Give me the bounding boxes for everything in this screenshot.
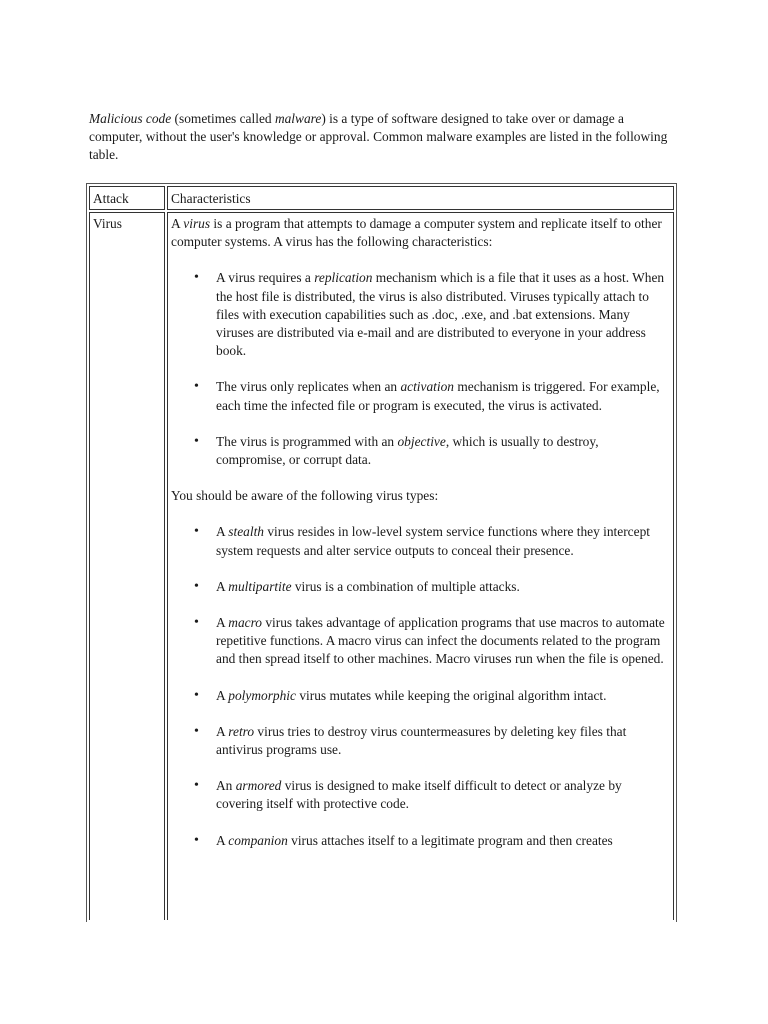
list-item [171, 614, 670, 669]
item-term: multipartite [228, 578, 292, 594]
item-text-pre: A [216, 687, 229, 703]
item-term: replication [314, 270, 373, 286]
item-term: polymorphic [228, 687, 296, 703]
item-text-post: mechanism is triggered. For example, each time the infected file or program is executed, the virus is activated. [216, 379, 660, 413]
cell-attack-virus: Virus [89, 212, 165, 920]
table-header-row [89, 186, 674, 210]
table-row-virus [89, 212, 674, 920]
list-item [171, 832, 670, 850]
intro-term: Malicious code [89, 111, 172, 126]
virus-types-list [171, 523, 670, 849]
item-text-post: , which is usually to destroy, compromise, or corrupt data. [216, 433, 599, 468]
list-item [171, 687, 670, 705]
list-item [171, 269, 670, 360]
list-item [171, 723, 670, 759]
item-text-post: virus attaches itself to a legitimate program and then creates [287, 832, 613, 848]
intro-paragraph [89, 110, 679, 165]
item-text-pre: The virus only replicates when an [216, 379, 401, 395]
virus-lead-term: virus [183, 216, 211, 231]
item-text-post: virus mutates while keeping the original algorithm intact. [295, 687, 607, 703]
item-text-post: virus is designed to make itself difficult to detect or analyze by covering itself with protective code. [216, 778, 622, 812]
item-text-pre: A [216, 723, 229, 739]
types-intro: You should be aware of the following virus types: [171, 488, 439, 504]
header-characteristics: Characteristics [167, 186, 674, 210]
characteristics-list [171, 269, 670, 469]
item-text-pre: The virus is programmed with an [216, 433, 398, 449]
list-item [171, 433, 670, 469]
item-term: retro [228, 723, 255, 739]
item-term: objective [397, 433, 446, 449]
virus-lead-paragraph [171, 215, 670, 251]
item-text-pre: A [216, 615, 229, 631]
virus-lead-a: A [171, 216, 184, 231]
item-term: macro [228, 615, 262, 631]
list-item [171, 523, 670, 559]
characteristics-content [171, 215, 670, 908]
item-term: companion [228, 832, 288, 848]
item-text-post: virus is a combination of multiple attacks. [291, 578, 520, 594]
intro-text-a: (sometimes called [171, 111, 275, 126]
virus-lead-b: is a program that attempts to damage a computer system and replicate itself to other computer systems. A virus has the following characteristics: [171, 216, 662, 250]
cell-characteristics-virus [167, 212, 674, 920]
list-item [171, 777, 670, 813]
item-text-post: virus tries to destroy virus countermeasures by deleting key files that antivirus programs use. [216, 723, 627, 758]
item-text-pre: A [216, 832, 229, 848]
item-text-post: virus takes advantage of application programs that use macros to automate repetitive functions. A macro virus can infect the documents related to the program and then spread itself to other machines. Macro viruses run when the file is opened. [216, 615, 665, 667]
header-attack: Attack [89, 186, 165, 210]
item-text-pre: A [216, 578, 229, 594]
item-text-pre: A virus requires a [216, 270, 315, 286]
item-text-post: mechanism which is a file that it uses as a host. When the host file is distributed, the virus is also distributed. Viruses typically attach to files with execution capabilities such as .doc, .exe, and .bat extensions. Many viruses are distributed via e-mail and are distributed to everyone in your address book. [216, 270, 665, 359]
item-term: armored [235, 778, 282, 794]
item-term: activation [400, 379, 454, 395]
item-term: stealth [228, 524, 264, 540]
intro-text-b: ) is a type of software designed to take over or damage a computer, without the user's knowledge or approval. Common malware examples are listed in the following table. [89, 111, 668, 163]
item-text-post: virus resides in low-level system service functions where they intercept system requests and alter service outputs to conceal their presence. [216, 524, 650, 558]
list-item [171, 378, 670, 414]
malware-table [86, 183, 677, 922]
intro-alt-term: malware [274, 111, 322, 126]
list-item [171, 578, 670, 596]
item-text-pre: An [216, 778, 236, 794]
item-text-pre: A [216, 524, 229, 540]
